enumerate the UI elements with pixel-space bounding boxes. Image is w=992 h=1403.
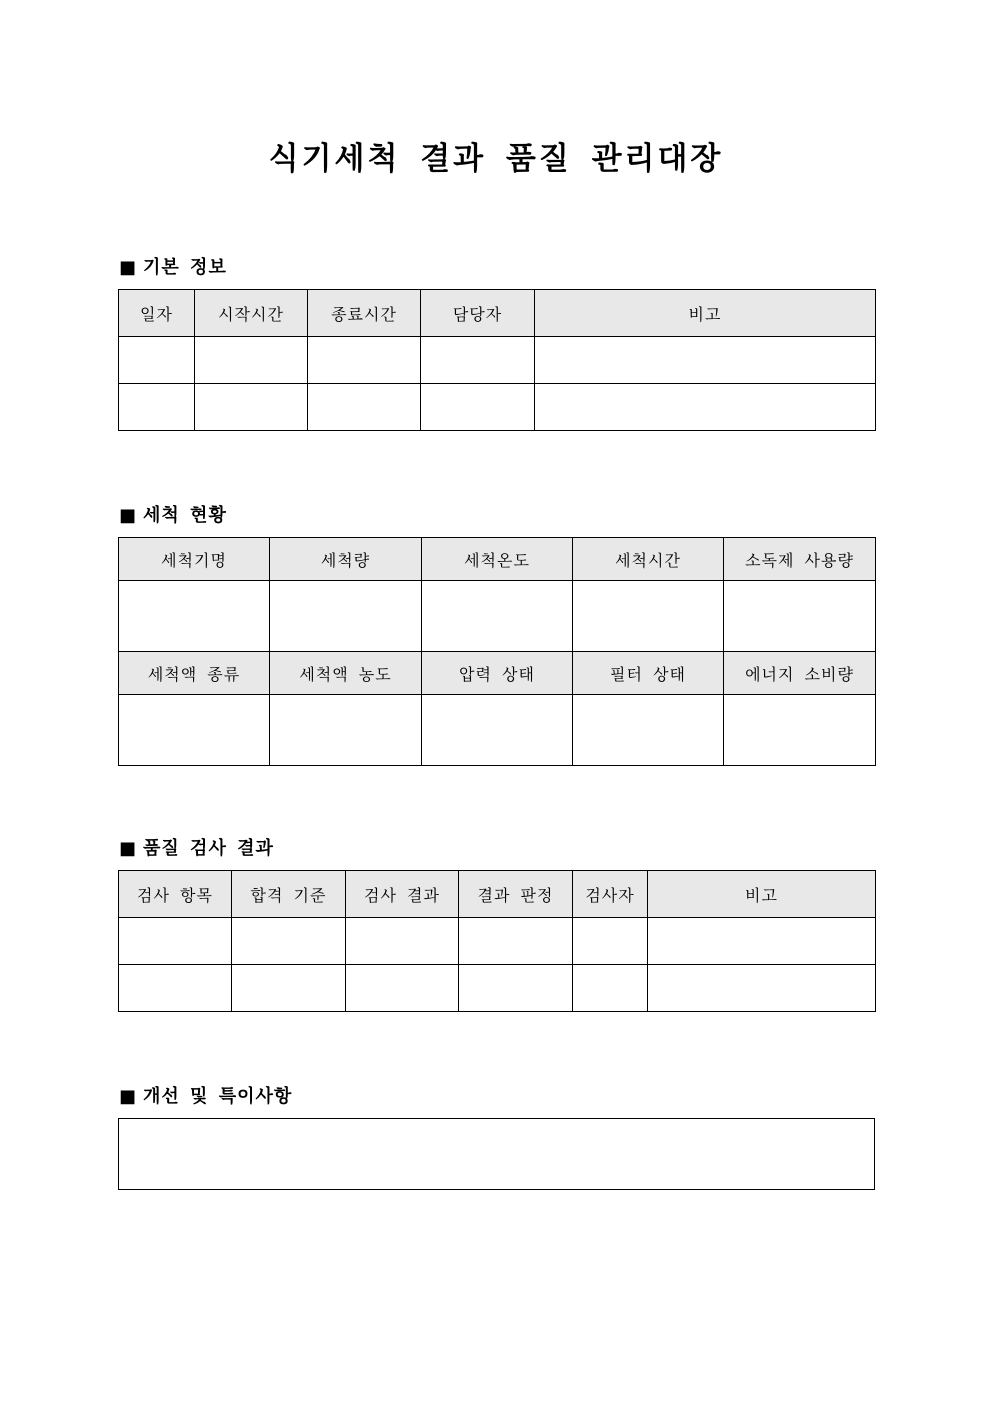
section-heading-wash-status <box>119 501 227 527</box>
header-inspector: 검사자 <box>573 871 648 918</box>
table-row <box>119 965 876 1012</box>
basic-info-table <box>118 289 876 431</box>
section-heading-basic-info <box>119 253 227 279</box>
cell-start-time[interactable] <box>195 337 308 384</box>
cell-disinfectant-usage[interactable] <box>724 581 876 652</box>
cell-date[interactable] <box>119 337 195 384</box>
table-header-row <box>119 652 876 695</box>
table-row <box>119 918 876 965</box>
cell-pass-criteria[interactable] <box>232 965 346 1012</box>
cell-remarks[interactable] <box>648 965 876 1012</box>
header-washer-name: 세척기명 <box>119 538 270 581</box>
header-result-judgment: 결과 판정 <box>459 871 573 918</box>
header-disinfectant-usage: 소독제 사용량 <box>724 538 876 581</box>
header-inspection-result: 검사 결과 <box>346 871 459 918</box>
cell-inspector[interactable] <box>573 965 648 1012</box>
cell-end-time[interactable] <box>308 337 421 384</box>
header-wash-temperature: 세척온도 <box>422 538 573 581</box>
page-title: 식기세척 결과 품질 관리대장 <box>268 141 724 177</box>
cell-detergent-type[interactable] <box>119 695 270 766</box>
cell-date[interactable] <box>119 384 195 431</box>
header-energy-consumption: 에너지 소비량 <box>724 652 876 695</box>
header-detergent-concentration: 세척액 농도 <box>270 652 422 695</box>
header-end-time: 종료시간 <box>308 290 421 337</box>
cell-remarks[interactable] <box>535 384 876 431</box>
section-heading-label: 세척 현황 <box>143 505 227 526</box>
section-heading-label: 품질 검사 결과 <box>143 838 274 859</box>
table-row <box>119 581 876 652</box>
table-row <box>119 337 876 384</box>
header-wash-quantity: 세척량 <box>270 538 422 581</box>
cell-detergent-concentration[interactable] <box>270 695 422 766</box>
table-header-row <box>119 871 876 918</box>
square-bullet-icon: ■ <box>119 257 138 278</box>
cell-inspector[interactable] <box>573 918 648 965</box>
cell-inspection-result[interactable] <box>346 965 459 1012</box>
cell-result-judgment[interactable] <box>459 918 573 965</box>
cell-pressure-status[interactable] <box>422 695 573 766</box>
header-date: 일자 <box>119 290 195 337</box>
wash-status-table <box>118 537 876 766</box>
cell-start-time[interactable] <box>195 384 308 431</box>
section-heading-label: 개선 및 특이사항 <box>143 1086 293 1107</box>
header-pass-criteria: 합격 기준 <box>232 871 346 918</box>
cell-wash-quantity[interactable] <box>270 581 422 652</box>
header-remarks: 비고 <box>648 871 876 918</box>
cell-filter-status[interactable] <box>573 695 724 766</box>
cell-washer-name[interactable] <box>119 581 270 652</box>
cell-inspection-item[interactable] <box>119 918 232 965</box>
section-heading-quality-check <box>119 834 274 860</box>
header-remarks: 비고 <box>535 290 876 337</box>
cell-inspection-result[interactable] <box>346 918 459 965</box>
section-heading-notes <box>119 1082 292 1108</box>
table-header-row <box>119 290 876 337</box>
square-bullet-icon: ■ <box>119 1086 138 1107</box>
header-inspection-item: 검사 항목 <box>119 871 232 918</box>
header-start-time: 시작시간 <box>195 290 308 337</box>
cell-energy-consumption[interactable] <box>724 695 876 766</box>
cell-pass-criteria[interactable] <box>232 918 346 965</box>
cell-remarks[interactable] <box>648 918 876 965</box>
cell-wash-time[interactable] <box>573 581 724 652</box>
section-heading-label: 기본 정보 <box>143 257 227 278</box>
cell-remarks[interactable] <box>535 337 876 384</box>
header-detergent-type: 세척액 종류 <box>119 652 270 695</box>
square-bullet-icon: ■ <box>119 838 138 859</box>
cell-wash-temperature[interactable] <box>422 581 573 652</box>
table-row <box>119 695 876 766</box>
table-header-row <box>119 538 876 581</box>
quality-check-table <box>118 870 876 1012</box>
cell-result-judgment[interactable] <box>459 965 573 1012</box>
cell-person-in-charge[interactable] <box>421 384 535 431</box>
table-row <box>119 384 876 431</box>
cell-person-in-charge[interactable] <box>421 337 535 384</box>
cell-inspection-item[interactable] <box>119 965 232 1012</box>
header-person-in-charge: 담당자 <box>421 290 535 337</box>
notes-box[interactable] <box>118 1118 875 1190</box>
cell-end-time[interactable] <box>308 384 421 431</box>
header-pressure-status: 압력 상태 <box>422 652 573 695</box>
header-wash-time: 세척시간 <box>573 538 724 581</box>
header-filter-status: 필터 상태 <box>573 652 724 695</box>
square-bullet-icon: ■ <box>119 505 138 526</box>
